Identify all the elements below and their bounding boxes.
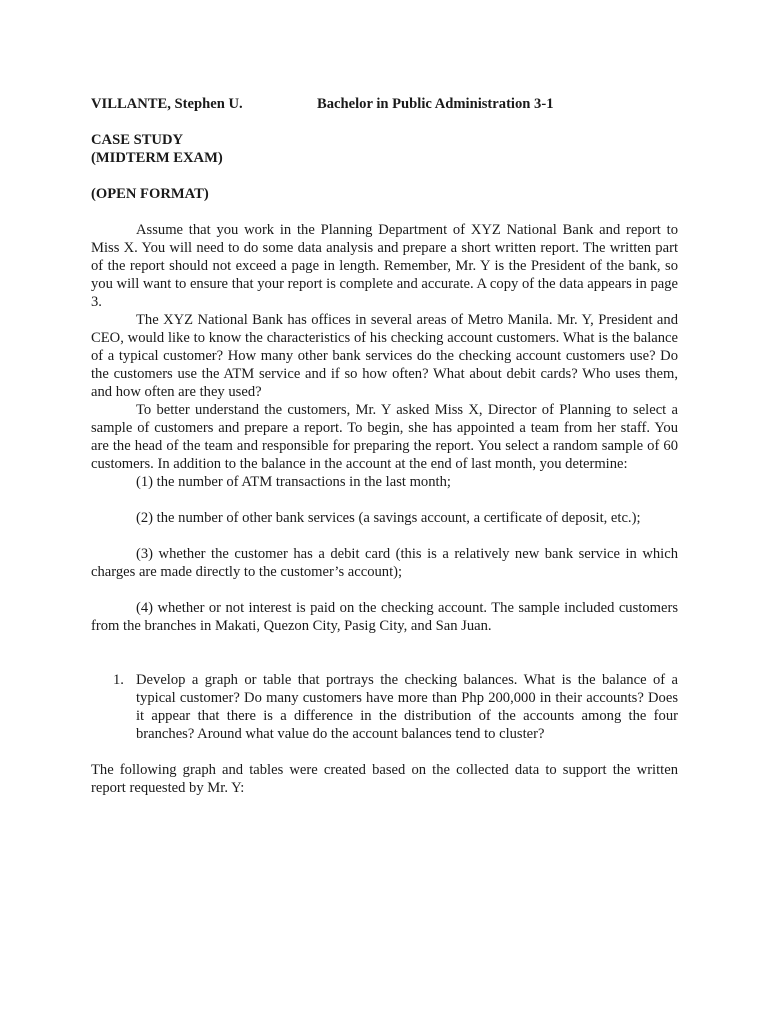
question-number: 1.: [113, 672, 124, 688]
title-case-study: CASE STUDY: [91, 132, 184, 148]
title-open-format: (OPEN FORMAT): [91, 186, 209, 202]
question-item: [91, 671, 678, 743]
program-name: Bachelor in Public Administration 3-1: [317, 96, 554, 112]
determine-item-2: (2) the number of other bank services (a savings account, a certificate of deposit, etc.);: [136, 510, 641, 526]
paragraph-intro: Assume that you work in the Planning Department of XYZ National Bank and report to Miss X. You will need to do some data analysis and prepare a short written report. The written part of the report should not exceed a page in length. Remember, Mr. Y is the President of the bank, so you will want to ensure that your report is complete and accurate. A copy of the data appears in page 3.: [91, 222, 678, 310]
paragraph-bank-offices: The XYZ National Bank has offices in several areas of Metro Manila. Mr. Y, President and CEO, would like to know the characteristics of his checking account customers. What is the balance of a typical customer? How many other bank services do the checking account customers use? Do the customers use the ATM service and if so how often? What about debit cards? Who uses them, and how often are they used?: [91, 312, 678, 400]
document-body: [91, 95, 678, 797]
student-name: VILLANTE, Stephen U.: [91, 96, 243, 112]
header: [91, 95, 678, 113]
determine-item-3: (3) whether the customer has a debit card (this is a relatively new bank service in which charges are made directly to the customer’s account);: [91, 546, 678, 580]
title-midterm-exam: (MIDTERM EXAM): [91, 150, 223, 166]
question-list: [91, 671, 678, 743]
question-text: Develop a graph or table that portrays the checking balances. What is the balance of a typical customer? Do many customers have more than Php 200,000 in their accounts? Does it appear that there is a difference in the distribution of the accounts among the four branches? Around what value do the account balances tend to cluster?: [136, 672, 678, 742]
determine-item-4: (4) whether or not interest is paid on the checking account. The sample included customers from the branches in Makati, Quezon City, Pasig City, and San Juan.: [91, 600, 678, 634]
closing-paragraph: The following graph and tables were created based on the collected data to support the written report requested by Mr. Y:: [91, 762, 678, 796]
determine-item-1: (1) the number of ATM transactions in the last month;: [136, 474, 451, 490]
paragraph-sample: To better understand the customers, Mr. Y asked Miss X, Director of Planning to select a sample of customers and prepare a report. To begin, she has appointed a team from her staff. You are the head of the team and responsible for preparing the report. You select a random sample of 60 customers. In addition to the balance in the account at the end of last month, you determine:: [91, 402, 678, 472]
